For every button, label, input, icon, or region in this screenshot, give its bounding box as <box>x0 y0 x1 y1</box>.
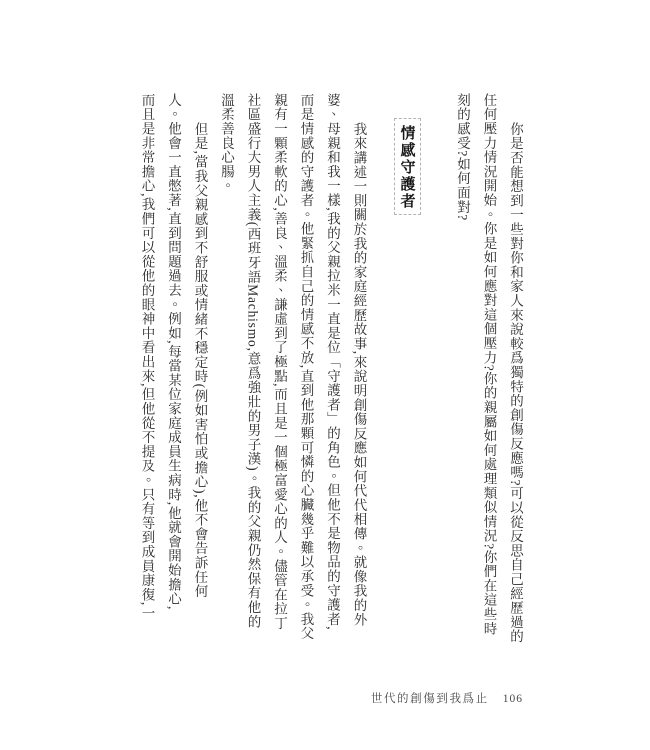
text-line: 社區盛行大男人主義(西班牙語Machismo,意爲強壯的男子漢)。我的父親仍然保有他的 <box>245 93 261 629</box>
section-header-label: 情感守護者 <box>398 125 416 210</box>
paragraph-questions <box>449 93 529 653</box>
text-line: 溫柔善良心腸。 <box>219 93 234 194</box>
text-line: 任何壓力情況開始。你是如何應對這個壓力?你的親屬如何處理類似情況?你們在這些時 <box>481 93 497 636</box>
text-line: 親有一顆柔軟的心,善良、溫柔、謙虛到了極點,而且是一個極富愛心的人。儘管在拉丁 <box>272 93 287 631</box>
vertical-text-block <box>133 93 528 653</box>
page-number: 106 <box>502 693 523 705</box>
text-line: 我來講述一則關於我的家庭經歷故事,來說明創傷反應如何代代相傳。就像我的外 <box>351 121 367 627</box>
text-line: 你是否能想到一些對你和家人來說較爲獨特的創傷反應嗎?可以從反思自己經歷過的 <box>508 121 523 644</box>
text-line: 但是,當我父親感到不舒服或情緒不穩定時(例如害怕或擔心),他不會告訴任何 <box>192 121 208 599</box>
text-line: 而是情感的守護者。他緊抓自己的情感不放,直到他那顆可憐的心臟幾乎難以承受。我父 <box>298 93 314 641</box>
text-line: 人。他會一直憋著,直到問題過去。例如,每當某位家庭成員生病時,他就會開始擔心, <box>166 93 181 611</box>
text-line: 而且是非常擔心,我們可以從他的眼神中看出來,但他從不提及。只有等到成員康復,一 <box>139 93 155 621</box>
paragraph-father-worry <box>133 93 213 653</box>
page-footer <box>371 690 523 706</box>
paragraph-family-story <box>213 93 372 653</box>
text-line: 婆、母親和我一樣,我的父親拉米一直是位「守護者」的角色。但他不是物品的守護者, <box>325 93 340 631</box>
text-line: 刻的感受?如何面對? <box>455 93 470 221</box>
running-book-title: 世代的創傷到我爲止 <box>370 693 489 705</box>
section-header <box>394 118 421 215</box>
